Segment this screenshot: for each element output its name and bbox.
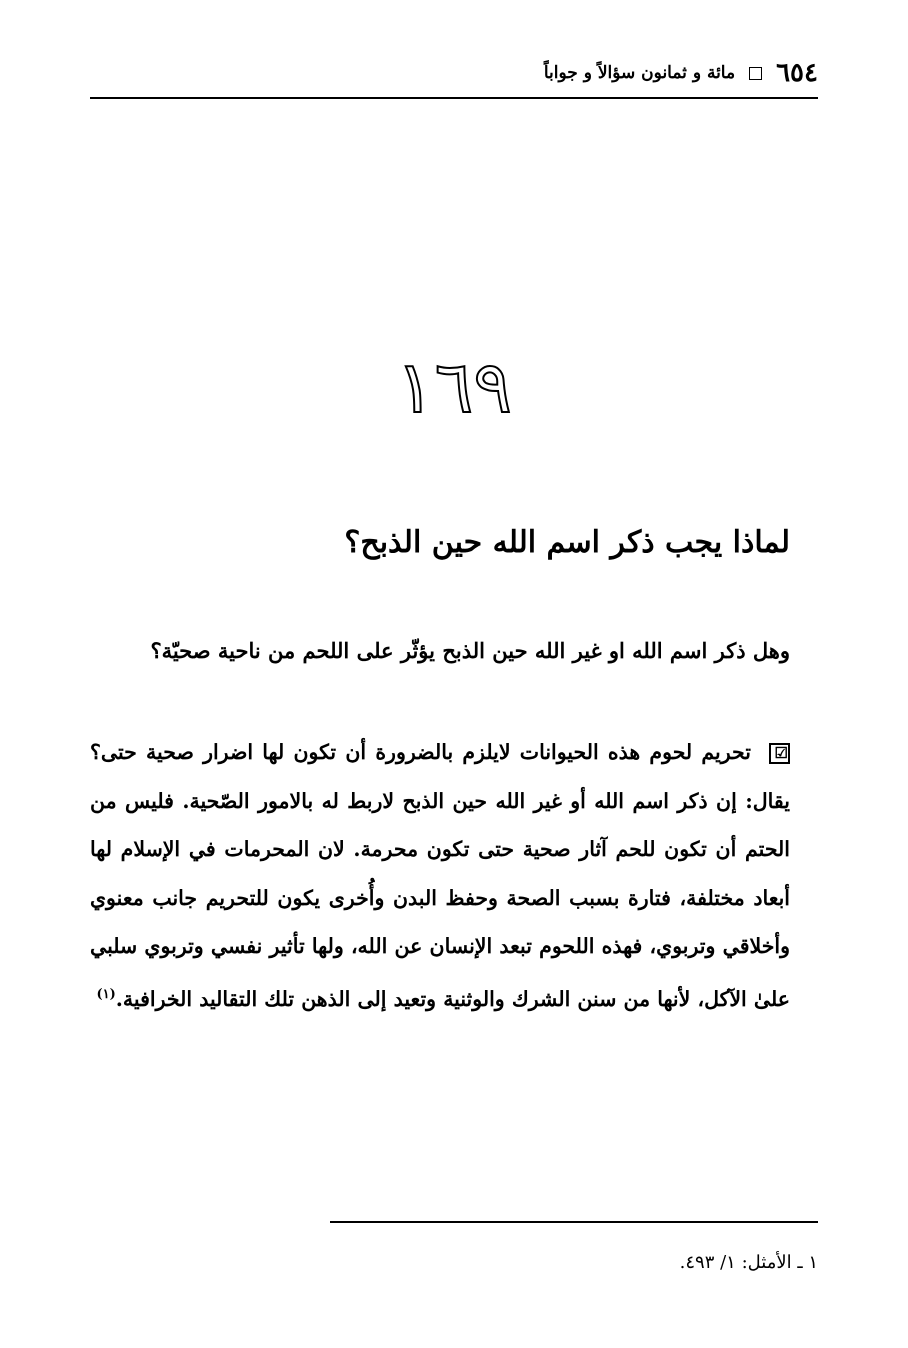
footnote-rule: [330, 1221, 818, 1223]
question-title: لماذا يجب ذكر اسم الله حين الذبح؟: [344, 525, 790, 560]
answer-paragraph: [90, 728, 790, 1023]
footnote: ١ ـ الأمثل: ١/ ٤٩٣.: [679, 1252, 818, 1273]
running-header: [544, 58, 818, 88]
checkbox-icon: ☑: [769, 743, 790, 764]
page-number: ٦٥٤: [776, 58, 818, 88]
question-subtitle: وهل ذكر اسم الله او غير الله حين الذبح يؤثّر على اللحم من ناحية صحيّة؟: [150, 638, 790, 663]
book-title: مائة و ثمانون سؤالاً و جواباً: [543, 63, 736, 83]
answer-text: تحريم لحوم هذه الحيوانات لايلزم بالضرورة أن تكون لها اضرار صحية حتى؟ يقال: إن ذكر اسم الله أو غير الله حين الذبح لاربط له بالامور الصّحية. فليس من الحتم أن تكون للحم آثار صحية حتى تكون محرمة. لان المحرمات في الإسلام لها أبعاد مختلفة، فتارة بسبب الصحة وحفظ البدن وأُخرى يكون للتحريم جانب معنوي وأخلاقي وتربوي، فهذه اللحوم تبعد الإنسان عن الله، ولها تأثير نفسي وتربوي سلبي علىٰ الآكل، لأنها من سنن الشرك والوثنية وتعيد إلى الذهن تلك التقاليد الخرافية.: [90, 740, 790, 1011]
footnote-reference: (١): [96, 986, 116, 1002]
square-separator-icon: [749, 67, 762, 80]
question-number: ١٦٩: [395, 345, 512, 429]
header-rule: [90, 97, 818, 99]
